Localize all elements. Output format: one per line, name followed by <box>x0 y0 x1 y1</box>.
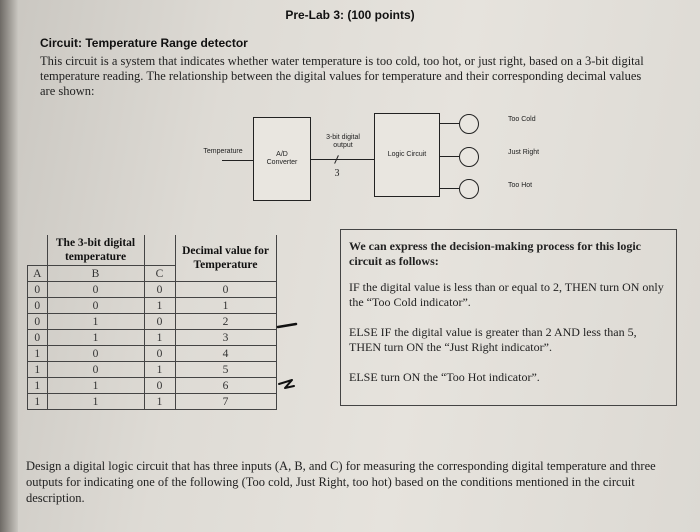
just-right-label: Just Right <box>508 149 540 156</box>
digital-temperature-header: The 3-bit digital temperature <box>47 235 144 266</box>
ad-converter-label: A/D Converter <box>266 151 298 166</box>
decision-rule-2: ELSE IF the digital value is greater than 2 AND less than 5, THEN turn ON the “Just Right indicator”. <box>349 325 637 354</box>
table-cell: 5 <box>175 362 276 378</box>
decision-rule-3: ELSE turn ON the “Too Hot indicator”. <box>349 370 540 384</box>
column-header-c: C <box>144 266 175 282</box>
table-cell: 0 <box>175 282 276 298</box>
table-row <box>28 378 277 394</box>
table-cell: 1 <box>28 378 48 394</box>
decision-rule-1: IF the digital value is less than or equal to 2, THEN turn ON only the “Too Cold indicator”. <box>349 280 664 309</box>
table-cell: 1 <box>28 346 48 362</box>
table-row <box>28 330 277 346</box>
table-cell: 7 <box>175 394 276 410</box>
too-cold-indicator <box>459 114 479 134</box>
decimal-value-header: Decimal value for Temperature <box>175 235 276 282</box>
table-cell: 1 <box>28 394 48 410</box>
too-hot-label: Too Hot <box>508 182 533 189</box>
table-cell: 0 <box>144 346 175 362</box>
page-edge-shadow <box>0 0 18 532</box>
table-row <box>28 346 277 362</box>
table-cell: 0 <box>28 330 48 346</box>
intro-paragraph: This circuit is a system that indicates whether water temperature is too cold, too hot, or just right, based on a 3-bit digital temperature reading. The relationship between the digital values for temperature and their corresponding decimal values are shown: <box>40 54 644 98</box>
table-cell: 0 <box>47 298 144 314</box>
table-cell: 1 <box>144 330 175 346</box>
table-cell: 2 <box>175 314 276 330</box>
table-cell: 0 <box>144 282 175 298</box>
table-row <box>28 394 277 410</box>
too-hot-indicator <box>459 179 479 199</box>
output-wire-cold <box>439 123 459 124</box>
table-cell: 0 <box>28 282 48 298</box>
bus-wire <box>310 159 374 160</box>
table-cell: 3 <box>175 330 276 346</box>
table-cell: 1 <box>47 378 144 394</box>
decision-process-box <box>340 229 677 406</box>
input-wire <box>222 160 254 161</box>
table-cell: 1 <box>47 394 144 410</box>
design-task-paragraph: Design a digital logic circuit that has three inputs (A, B, and C) for measuring the corresponding digital temperature and three outputs for indicating one of the following (Too cold, Just Right, too hot) based on the conditions mentioned in the circuit description. <box>26 459 656 505</box>
table-row <box>28 282 277 298</box>
table-row <box>28 362 277 378</box>
table-cell: 4 <box>175 346 276 362</box>
output-wire-hot <box>439 188 459 189</box>
table-row <box>28 298 277 314</box>
bus-width: 3 <box>334 168 340 179</box>
truth-table <box>27 235 277 410</box>
table-cell: 6 <box>175 378 276 394</box>
logic-circuit-label: Logic Circuit <box>387 151 427 158</box>
page-title: Pre-Lab 3: (100 points) <box>285 8 415 22</box>
table-cell: 0 <box>28 314 48 330</box>
just-right-indicator <box>459 147 479 167</box>
too-cold-label: Too Cold <box>508 116 536 123</box>
logic-circuit-block <box>374 113 440 197</box>
column-header-a: A <box>28 266 48 282</box>
table-cell: 1 <box>175 298 276 314</box>
ad-converter-block <box>253 117 311 201</box>
table-cell: 0 <box>144 378 175 394</box>
table-cell: 1 <box>47 314 144 330</box>
section-title: Circuit: Temperature Range detector <box>40 36 248 50</box>
decision-title: We can express the decision-making process for this logic circuit as follows: <box>349 239 641 268</box>
output-wire-right <box>439 156 459 157</box>
table-cell: 0 <box>144 314 175 330</box>
table-cell: 0 <box>28 298 48 314</box>
table-cell: 1 <box>28 362 48 378</box>
column-header-b: B <box>47 266 144 282</box>
table-row <box>28 314 277 330</box>
table-cell: 1 <box>144 298 175 314</box>
table-cell: 0 <box>47 282 144 298</box>
pen-marks <box>276 318 300 398</box>
temperature-input-label: Temperature <box>203 148 243 155</box>
table-cell: 1 <box>144 394 175 410</box>
table-cell: 0 <box>47 346 144 362</box>
table-cell: 1 <box>47 330 144 346</box>
bus-label: 3-bit digital output <box>326 134 360 149</box>
table-cell: 1 <box>144 362 175 378</box>
table-cell: 0 <box>47 362 144 378</box>
